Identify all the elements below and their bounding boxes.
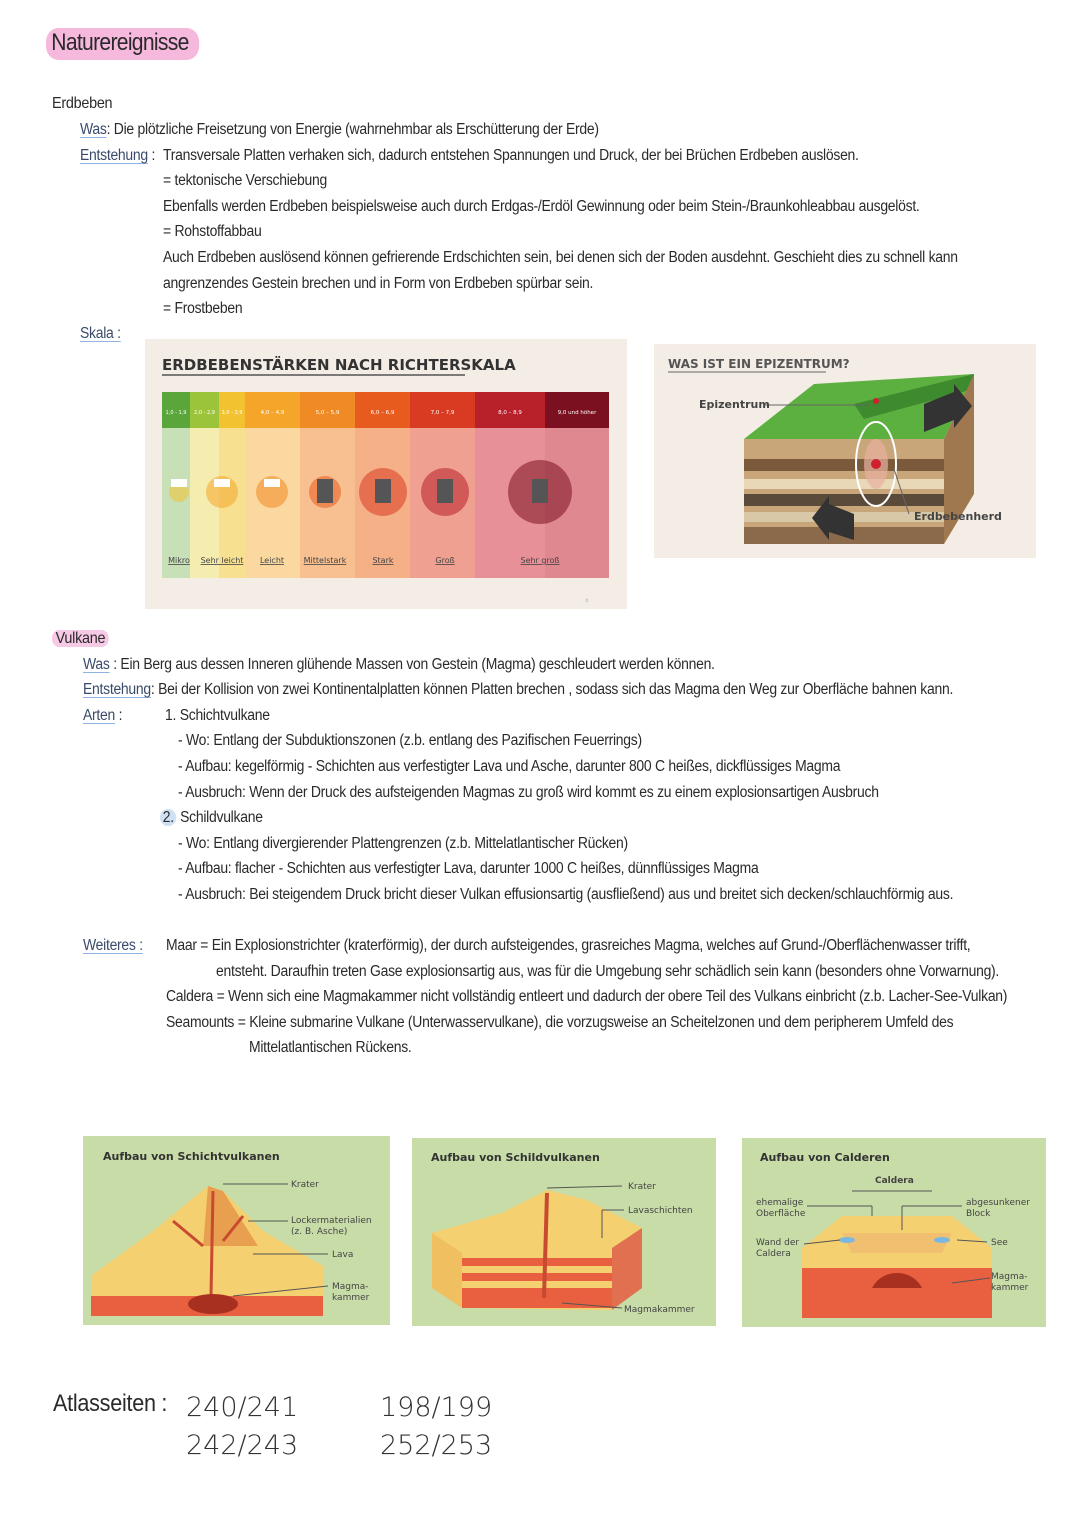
label-lavaschichten: Lavaschichten [628,1206,693,1216]
label-magma: Magma- [332,1282,369,1292]
svg-text:©: © [585,598,589,603]
schildvulkan-diagram [412,1138,716,1326]
schild-line: - Aufbau: flacher - Schichten aus verfestigter Lava, darunter 1000 C heißes, dünnflüssiges Magma [178,860,759,877]
arten-colon: : [118,707,123,724]
weiteres-line: Maar = Ein Explosionstrichter (kraterförmig), der durch aufsteigendes, grasreiches Magma, welches auf Grund-/Oberflächenwasser trifft, [166,937,971,954]
atlas-page: 242/243 [186,1430,299,1461]
page-title: Naturereignisse [46,28,199,60]
vulkane-heading-text: Vulkane [52,630,109,647]
section-heading-erdbeben: Erdbeben [52,95,113,112]
arten-label: Arten [83,707,116,724]
schichtvulkan-title: Aufbau von Schichtvulkanen [103,1150,280,1163]
schildvulkane-heading [160,809,263,827]
richter-category-label: Sehr leicht [200,556,244,565]
building-icon [317,479,333,503]
arten-label-row [83,707,122,725]
label-lockermaterialien: Lockermaterialien [291,1216,372,1226]
richter-category-label: Stark [372,556,394,565]
entstehung-line: Auch Erdbeben auslösend können gefrierende Erdschichten sein, bei denen sich der Boden ausdehnt. Geschieht dies zu schnell kann [163,249,958,266]
schicht-line: - Ausbruch: Wenn der Druck des aufsteigenden Magmas zu groß wird kommt es zu einem explosionsartigen Ausbruch [178,784,879,801]
label-block: Block [966,1209,991,1219]
entstehung-line: Transversale Platten verhaken sich, dadurch entstehen Spannungen und Druck, der bei Brüchen Erdbeben auslösen. [163,147,859,164]
atlas-page: 198/199 [380,1392,493,1423]
label-kammer: kammer [332,1293,370,1303]
schild-line: - Ausbruch: Bei steigendem Druck bricht dieser Vulkan effusionsartig (ausfließend) aus und breitet sich decken/schlauchförmig aus. [178,886,954,903]
richter-range-label: 2,0 - 2,9 [194,410,215,416]
richter-category-label: Mittelstark [303,556,347,565]
richter-range-label: 7,0 – 7,9 [430,410,455,416]
schicht-number: 1. [165,707,177,724]
entstehung-line: angrenzendes Gestein brechen und in Form von Erdbeben spürbar sein. [163,275,594,292]
schichtvulkan-diagram [83,1136,390,1325]
richter-category-label: Sehr groß [520,556,560,565]
entstehung-label-row: Entstehung : [80,147,156,164]
schild-title: Schildvulkane [180,809,263,826]
label-caldera: Caldera [875,1176,914,1186]
weiteres-line: Caldera = Wenn sich eine Magmakammer nicht vollständig entleert und dadurch der obere Teil des Vulkans einbricht (z.b. Lacher-See-Vulkan) [166,988,1008,1005]
label-ehemalige: ehemalige [756,1198,804,1208]
weiteres-line: Mittelatlantischen Rückens. [249,1039,412,1056]
schicht-line: - Wo: Entlang der Subduktionszonen (z.b. entlang des Pazifischen Feuerrings) [178,732,642,749]
schichtvulkane-heading [165,707,270,725]
erdbebenherd-label: Erdbebenherd [914,510,1002,523]
atlas-page: 252/253 [380,1430,493,1461]
was-text: : Die plötzliche Freisetzung von Energie (wahrnehmbar als Erschütterung der Erde) [106,121,599,138]
weiteres-label: Weiteres : [83,937,143,954]
building-icon [532,479,548,503]
label-kammer: kammer [991,1283,1029,1293]
label-krater: Krater [291,1180,319,1190]
vulkane-entstehung-row [83,681,953,699]
entstehung-text: : Bei der Kollision von zwei Kontinentalplatten können Platten brechen , sodass sich das Magma den Weg zur Oberfläche bahnen kann. [150,681,954,698]
richter-range-label: 1,0 - 1,9 [165,410,187,416]
weiteres-line: entsteht. Daraufhin treten Gase explosionsartig aus, was für die Umgebung sehr schädlich sein kann (besonders ohne Vorwarnung). [216,963,1000,980]
building-icon [375,479,391,503]
label-magmakammer: Magmakammer [624,1305,695,1315]
was-text: : Ein Berg aus dessen Inneren glühende Massen von Gestein (Magma) geschleudert werden können. [113,656,715,673]
lamp-icon [214,479,230,487]
richter-category-label: Groß [435,556,455,565]
entstehung-line: = Rohstoffabbau [163,223,262,240]
label-wand-der: Wand der [756,1238,800,1248]
label-magma: Magma- [991,1272,1028,1282]
richter-range-label: 4,0 – 4,9 [260,410,285,416]
richter-scale-figure [145,339,627,609]
entstehung-line: = Frostbeben [163,300,243,317]
epizentrum-figure [654,344,1036,558]
epizentrum-title: WAS IST EIN EPIZENTRUM? [668,357,850,371]
epizentrum-label: Epizentrum [699,398,770,411]
schild-line: - Wo: Entlang divergierender Plattengrenzen (z.b. Mittelatlantischer Rücken) [178,835,628,852]
atlas-page: 240/241 [186,1392,299,1423]
atlas-label: Atlasseiten : [53,1390,168,1417]
entstehung-label: Entstehung [83,681,151,698]
entstehung-line: = tektonische Verschiebung [163,172,327,189]
richter-range-label: 5,0 – 5,9 [315,410,340,416]
richter-category-label: Mikro [168,556,190,565]
richter-range-label: 3,0 - 3,9 [221,410,243,416]
label-oberflaeche: Oberfläche [756,1209,806,1219]
label-abgesunkener: abgesunkener [966,1198,1030,1208]
caldera-diagram [742,1138,1046,1327]
label-asche: (z. B. Asche) [291,1227,348,1237]
lamp-icon [171,479,187,487]
richter-range-label: 9,0 und höher [557,410,597,416]
was-label: Was [80,121,107,138]
label-krater: Krater [628,1182,656,1192]
caldera-title: Aufbau von Calderen [760,1151,890,1164]
erdbeben-was-row [80,121,599,139]
vulkane-was-row [83,656,715,674]
label-lava: Lava [332,1250,354,1260]
schicht-line: - Aufbau: kegelförmig - Schichten aus verfestigter Lava und Asche, darunter 800 C heißes, dickflüssiges Magma [178,758,841,775]
entstehung-line: Ebenfalls werden Erdbeben beispielsweise auch durch Erdgas-/Erdöl Gewinnung oder beim Stein-/Braunkohleabbau ausgelöst. [163,198,920,215]
was-label: Was [83,656,110,673]
richter-range-label: 8,0 – 8,9 [498,410,522,416]
entstehung-label: Entstehung [80,147,148,164]
schicht-title: Schichtvulkane [179,707,270,724]
schild-number: 2. [160,809,176,826]
weiteres-line: Seamounts = Kleine submarine Vulkane (Unterwasservulkane), die vorzugsweise an Scheitelzonen und dem peripherem Umfeld des [166,1014,954,1031]
richter-category-label: Leicht [259,556,285,565]
label-see: See [991,1238,1008,1248]
schildvulkan-title: Aufbau von Schildvulkanen [431,1151,600,1164]
lamp-icon [264,479,280,487]
richter-range-label: 6,0 – 6,9 [370,410,395,416]
richter-columns [162,392,609,578]
skala-label: Skala : [80,325,121,342]
label-caldera-wand: Caldera [756,1249,791,1259]
section-heading-vulkane [52,630,109,648]
building-icon [437,479,453,503]
richter-title: ERDBEBENSTÄRKEN NACH RICHTERSKALA [162,356,516,374]
